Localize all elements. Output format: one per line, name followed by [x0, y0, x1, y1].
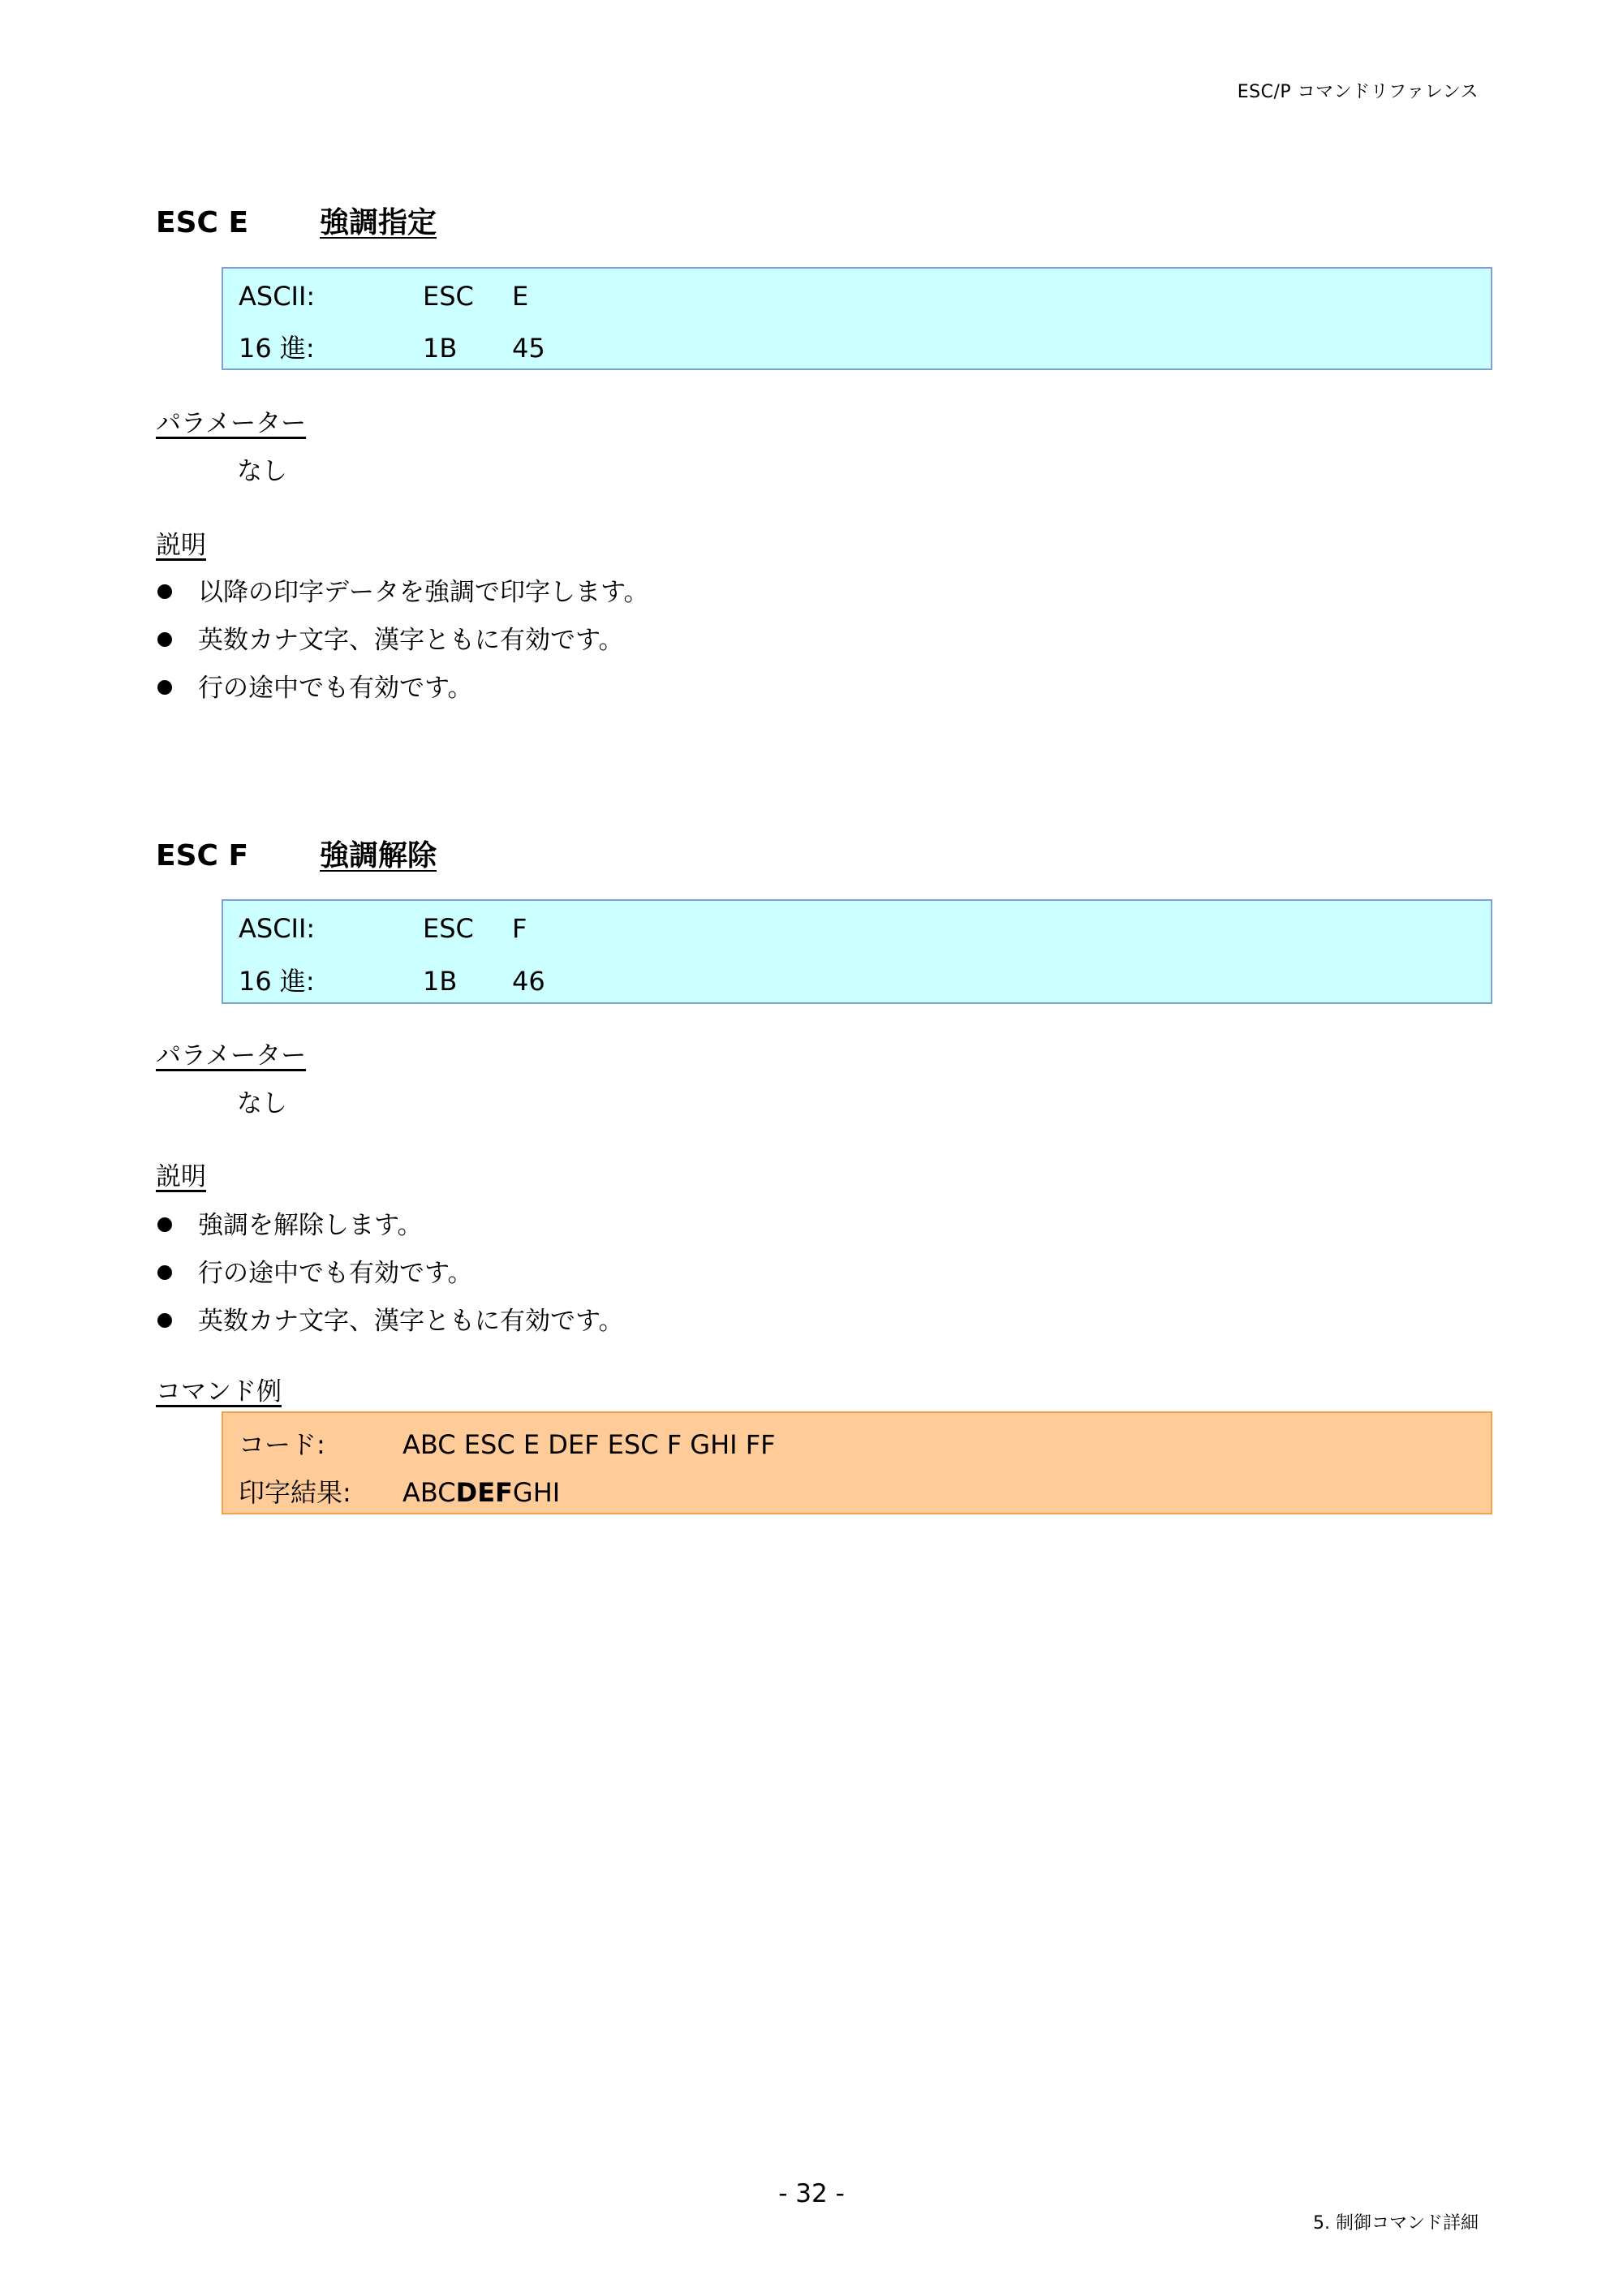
- hex-row: [239, 328, 545, 365]
- bullet-text: 強調を解除します。: [198, 1211, 423, 1240]
- ascii-label: ASCII:: [239, 913, 316, 944]
- result-label: 印字結果:: [239, 1477, 351, 1508]
- code-value: ABC ESC E DEF ESC F GHI FF: [403, 1429, 776, 1460]
- page-number: - 32 -: [778, 2179, 845, 2208]
- bullet-icon: [157, 1313, 172, 1328]
- bullet-icon: [157, 632, 172, 647]
- ascii-value-1: ESC: [423, 913, 474, 944]
- description-bullet: [157, 571, 649, 608]
- hex-label: 16 進:: [239, 333, 315, 364]
- parameter-value: なし: [237, 1089, 287, 1118]
- running-header: ESC/P コマンドリファレンス: [1237, 82, 1479, 102]
- example-box: [222, 1411, 1492, 1514]
- bullet-icon: [157, 584, 172, 599]
- example-heading: コマンド例: [156, 1377, 282, 1406]
- chapter-footer: 5. 制御コマンド詳細: [1313, 2213, 1479, 2234]
- description-bullet: [157, 1300, 624, 1337]
- example-code-row: [239, 1424, 776, 1462]
- command-code-box: [222, 267, 1492, 370]
- result-text-normal: GHI: [512, 1477, 561, 1508]
- ascii-value-1: ESC: [423, 281, 474, 312]
- command-description: 強調解除: [320, 839, 437, 872]
- hex-value-2: 46: [512, 966, 545, 997]
- hex-row: [239, 961, 545, 998]
- hex-label: 16 進:: [239, 966, 315, 997]
- parameter-heading: パラメーター: [156, 409, 307, 438]
- command-code-box: [222, 899, 1492, 1004]
- command-name: ESC F: [156, 839, 249, 872]
- section-title-esc-f: [156, 833, 437, 874]
- bullet-text: 行の途中でも有効です。: [198, 1259, 473, 1288]
- bullet-text: 以降の印字データを強調で印字します。: [198, 578, 649, 607]
- section-title-esc-e: [156, 200, 437, 241]
- bullet-icon: [157, 1217, 172, 1232]
- hex-value-1: 1B: [423, 333, 458, 364]
- code-label: コード:: [239, 1429, 325, 1460]
- command-name: ESC E: [156, 206, 249, 239]
- description-bullet: [157, 1204, 423, 1241]
- description-heading: 説明: [156, 531, 206, 560]
- ascii-value-2: E: [512, 281, 529, 312]
- description-bullet: [157, 619, 624, 656]
- hex-value-1: 1B: [423, 966, 458, 997]
- description-heading: 説明: [156, 1162, 206, 1191]
- parameter-value: なし: [237, 457, 287, 486]
- ascii-label: ASCII:: [239, 281, 316, 312]
- bullet-text: 行の途中でも有効です。: [198, 674, 473, 703]
- result-text-normal: ABC: [403, 1477, 456, 1508]
- bullet-icon: [157, 680, 172, 695]
- bullet-text: 英数カナ文字、漢字ともに有効です。: [198, 1307, 624, 1336]
- command-description: 強調指定: [320, 206, 437, 239]
- ascii-value-2: F: [512, 913, 527, 944]
- ascii-row: [239, 281, 528, 312]
- description-bullet: [157, 667, 473, 704]
- bullet-text: 英数カナ文字、漢字ともに有効です。: [198, 626, 624, 655]
- example-result-row: [239, 1472, 560, 1510]
- parameter-heading: パラメーター: [156, 1041, 307, 1070]
- description-bullet: [157, 1252, 473, 1289]
- ascii-row: [239, 913, 527, 944]
- result-text-bold: DEF: [455, 1477, 513, 1508]
- hex-value-2: 45: [512, 333, 545, 364]
- bullet-icon: [157, 1265, 172, 1280]
